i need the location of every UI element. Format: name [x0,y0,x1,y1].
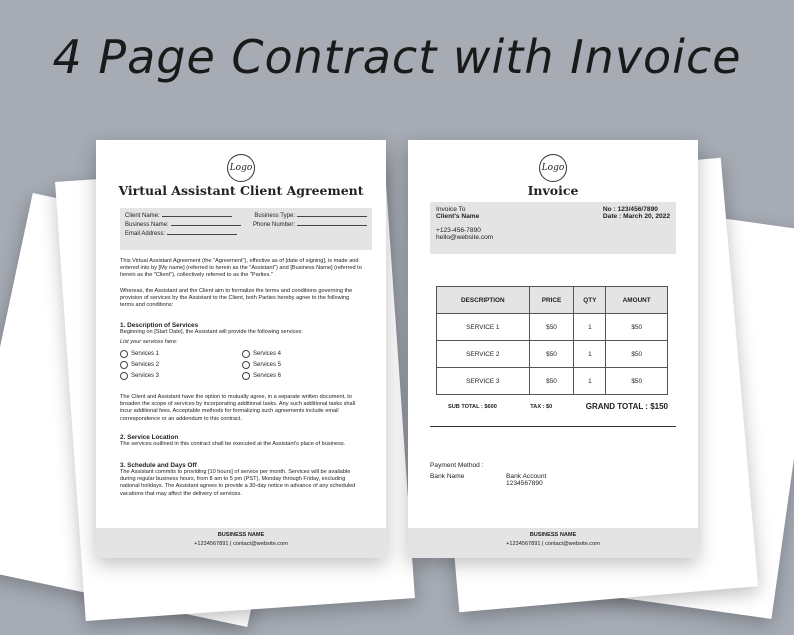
service-option[interactable]: Services 2 [120,361,242,369]
contract-whereas: Whereas, the Assistant and the Client aim to formalize the terms and conditions governing the provision of services by the Assistant to the Client, both Parties hereby agree to the following terms and conditions: [120,288,353,309]
section-3 [120,462,364,498]
business-type-field: Business Type: [254,213,367,219]
radio-icon [120,372,128,380]
column-header: PRICE [529,287,574,314]
table-cell: 1 [574,314,606,341]
client-name: Client's Name [436,213,480,220]
table-cell: 1 [574,341,606,368]
service-option[interactable]: Services 3 [120,372,242,380]
contract-page [96,140,386,558]
table-cell: $50 [606,314,668,341]
contract-footer [96,528,386,558]
radio-icon [242,361,250,369]
invoice-header-box [430,202,676,254]
footer-business-name: BUSINESS NAME [529,532,577,538]
invoice-totals [448,402,668,411]
footer-contact: +1234567891 | contact@website.com [506,541,600,547]
section-2-text: The services outlined in this contract shall be executed at the Assistant's place of business. [120,441,346,447]
invoice-date: Date : March 20, 2022 [602,213,670,220]
radio-icon [120,350,128,358]
section-1-title: 1. Description of Services [120,322,199,329]
table-row [437,368,668,395]
table-cell: 1 [574,368,606,395]
table-row [437,314,668,341]
table-cell: SERVICE 1 [437,314,530,341]
table-cell: SERVICE 3 [437,368,530,395]
invoice-title: Invoice [527,183,579,198]
invoice-footer [408,528,698,558]
service-option[interactable]: Services 6 [242,372,364,380]
footer-contact: +1234567891 | contact@website.com [194,541,288,547]
business-name-field: Business Name: [125,222,241,228]
contract-mutual-terms: The Client and Assistant have the option to mutually agree, in a separate written document, to broaden the scope of services by incorporating additional tasks. Any such additional tasks shall incur additional fees. Acceptable methods for formalizing such agreements include email correspondence or an addendum to this contract. [120,394,356,422]
phone-number-field: Phone Number: [253,222,367,228]
table-cell: SERVICE 2 [437,341,530,368]
service-option[interactable]: Services 1 [120,350,242,358]
bank-account-label: Bank Account [506,473,547,480]
table-cell: $50 [606,341,668,368]
email-address-field: Email Address: [125,231,237,237]
section-1-text: Beginning on [Start Date], the Assistant will provide the following services: [120,329,303,335]
contract-intro: This Virtual Assistant Agreement (the "Agreement"), effective as of [date of signing], is made and entered into by [My name] (referred to herein as the "Assistant") and [Business Name] (referred to herein as the "Client"), collectively referred to as the "Parties." [120,258,362,279]
invoice-to-label: Invoice To [436,206,466,213]
contract-title: Virtual Assistant Client Agreement [118,183,364,198]
headline: 4 Page Contract with Invoice [52,30,742,84]
client-name-field: Client Name: [125,213,232,219]
radio-icon [120,361,128,369]
invoice-number: No : 123/456/7890 [602,206,658,213]
service-option[interactable]: Services 5 [242,361,364,369]
table-cell: $50 [529,368,574,395]
column-header: DESCRIPTION [437,287,530,314]
services-list-label: List your services here: [120,339,178,346]
table-cell: $50 [529,341,574,368]
table-header-row [437,287,668,314]
section-3-title: 3. Schedule and Days Off [120,462,197,469]
service-option[interactable]: Services 4 [242,350,364,358]
logo: Logo [227,154,255,182]
section-1 [120,322,364,380]
column-header: QTY [574,287,606,314]
table-cell: $50 [529,314,574,341]
payment-method-label: Payment Method : [430,462,484,469]
payment-section [430,462,670,487]
logo: Logo [539,154,567,182]
grand-total: GRAND TOTAL : $150 [585,402,668,411]
table-row [437,341,668,368]
section-2-title: 2. Service Location [120,434,179,441]
invoice-table [436,286,668,395]
column-header: AMOUNT [606,287,668,314]
bank-account-number: 1234567890 [506,480,543,487]
section-3-text: The Assistant commits to providing [10 hours] of service per month. Services will be available during regular business hours, from 8 am to 5 pm (PST), Monday through Friday, excluding national holidays. The Assistant agrees to provide a 30-day notice in advance of any scheduled vacations that may affect the delivery of services. [120,469,356,497]
sub-total: SUB TOTAL : $600 [448,403,497,410]
invoice-page [408,140,698,558]
invoice-phone: +123-456-7890 [436,227,481,234]
section-2 [120,434,364,448]
services-list [120,350,364,380]
client-info-box [120,208,372,250]
bank-name-label: Bank Name [430,473,465,480]
radio-icon [242,372,250,380]
tax: TAX : $0 [530,403,553,410]
footer-business-name: BUSINESS NAME [217,532,265,538]
invoice-email: hello@website.com [436,234,494,241]
divider [430,426,676,427]
radio-icon [242,350,250,358]
table-cell: $50 [606,368,668,395]
